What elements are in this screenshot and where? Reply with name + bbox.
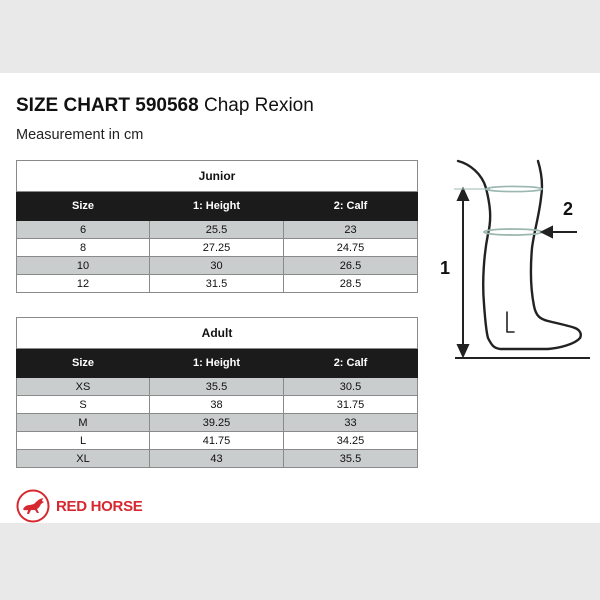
calf-cell: 26.5 [284, 257, 418, 275]
size-cell: 12 [17, 275, 150, 293]
adult-rows [17, 378, 418, 468]
title-product: Chap Rexion [203, 95, 314, 116]
page-title [16, 95, 314, 117]
column-header-size: Size [17, 349, 150, 378]
height-cell: 25.5 [150, 221, 284, 239]
leg-illustration [430, 156, 595, 371]
column-header-calf: 2: Calf [284, 192, 418, 221]
table-row [17, 239, 418, 257]
horse-logo-icon [16, 489, 50, 523]
adult-caption: Adult [17, 318, 418, 349]
calf-cell: 34.25 [284, 432, 418, 450]
junior-rows [17, 221, 418, 293]
column-header-size: Size [17, 192, 150, 221]
column-header-height: 1: Height [150, 192, 284, 221]
top-measurement-ring [486, 186, 542, 191]
size-cell: 10 [17, 257, 150, 275]
height-cell: 39.25 [150, 414, 284, 432]
calf-label: 2 [563, 199, 574, 219]
table-row [17, 221, 418, 239]
junior-caption: Junior [17, 161, 418, 192]
calf-cell: 24.75 [284, 239, 418, 257]
calf-measurement-ring [484, 229, 542, 235]
height-cell: 41.75 [150, 432, 284, 450]
table-row [17, 275, 418, 293]
height-cell: 38 [150, 396, 284, 414]
column-header-height: 1: Height [150, 349, 284, 378]
calf-cell: 33 [284, 414, 418, 432]
size-cell: 6 [17, 221, 150, 239]
leg-measurement-diagram [430, 156, 595, 376]
table-row [17, 450, 418, 468]
table-row [17, 414, 418, 432]
calf-cell: 31.75 [284, 396, 418, 414]
title-bold: SIZE CHART 590568 [16, 95, 199, 116]
column-header-calf: 2: Calf [284, 349, 418, 378]
junior-size-table [16, 160, 418, 293]
table-row [17, 432, 418, 450]
height-cell: 27.25 [150, 239, 284, 257]
brand-name: RED HORSE [56, 497, 143, 515]
calf-cell: 23 [284, 221, 418, 239]
size-cell: XS [17, 378, 150, 396]
measurement-unit-note: Measurement in cm [16, 127, 144, 143]
height-cell: 30 [150, 257, 284, 275]
table-row [17, 257, 418, 275]
brand-logo [16, 489, 142, 523]
calf-cell: 28.5 [284, 275, 418, 293]
size-cell: 8 [17, 239, 150, 257]
size-cell: L [17, 432, 150, 450]
size-cell: S [17, 396, 150, 414]
size-cell: M [17, 414, 150, 432]
calf-arrow [542, 227, 577, 237]
height-cell: 35.5 [150, 378, 284, 396]
height-cell: 31.5 [150, 275, 284, 293]
height-cell: 43 [150, 450, 284, 468]
table-row [17, 378, 418, 396]
size-chart-sheet [0, 73, 600, 523]
height-label: 1 [440, 258, 451, 278]
calf-cell: 30.5 [284, 378, 418, 396]
size-cell: XL [17, 450, 150, 468]
adult-size-table [16, 317, 418, 468]
table-row [17, 396, 418, 414]
calf-cell: 35.5 [284, 450, 418, 468]
